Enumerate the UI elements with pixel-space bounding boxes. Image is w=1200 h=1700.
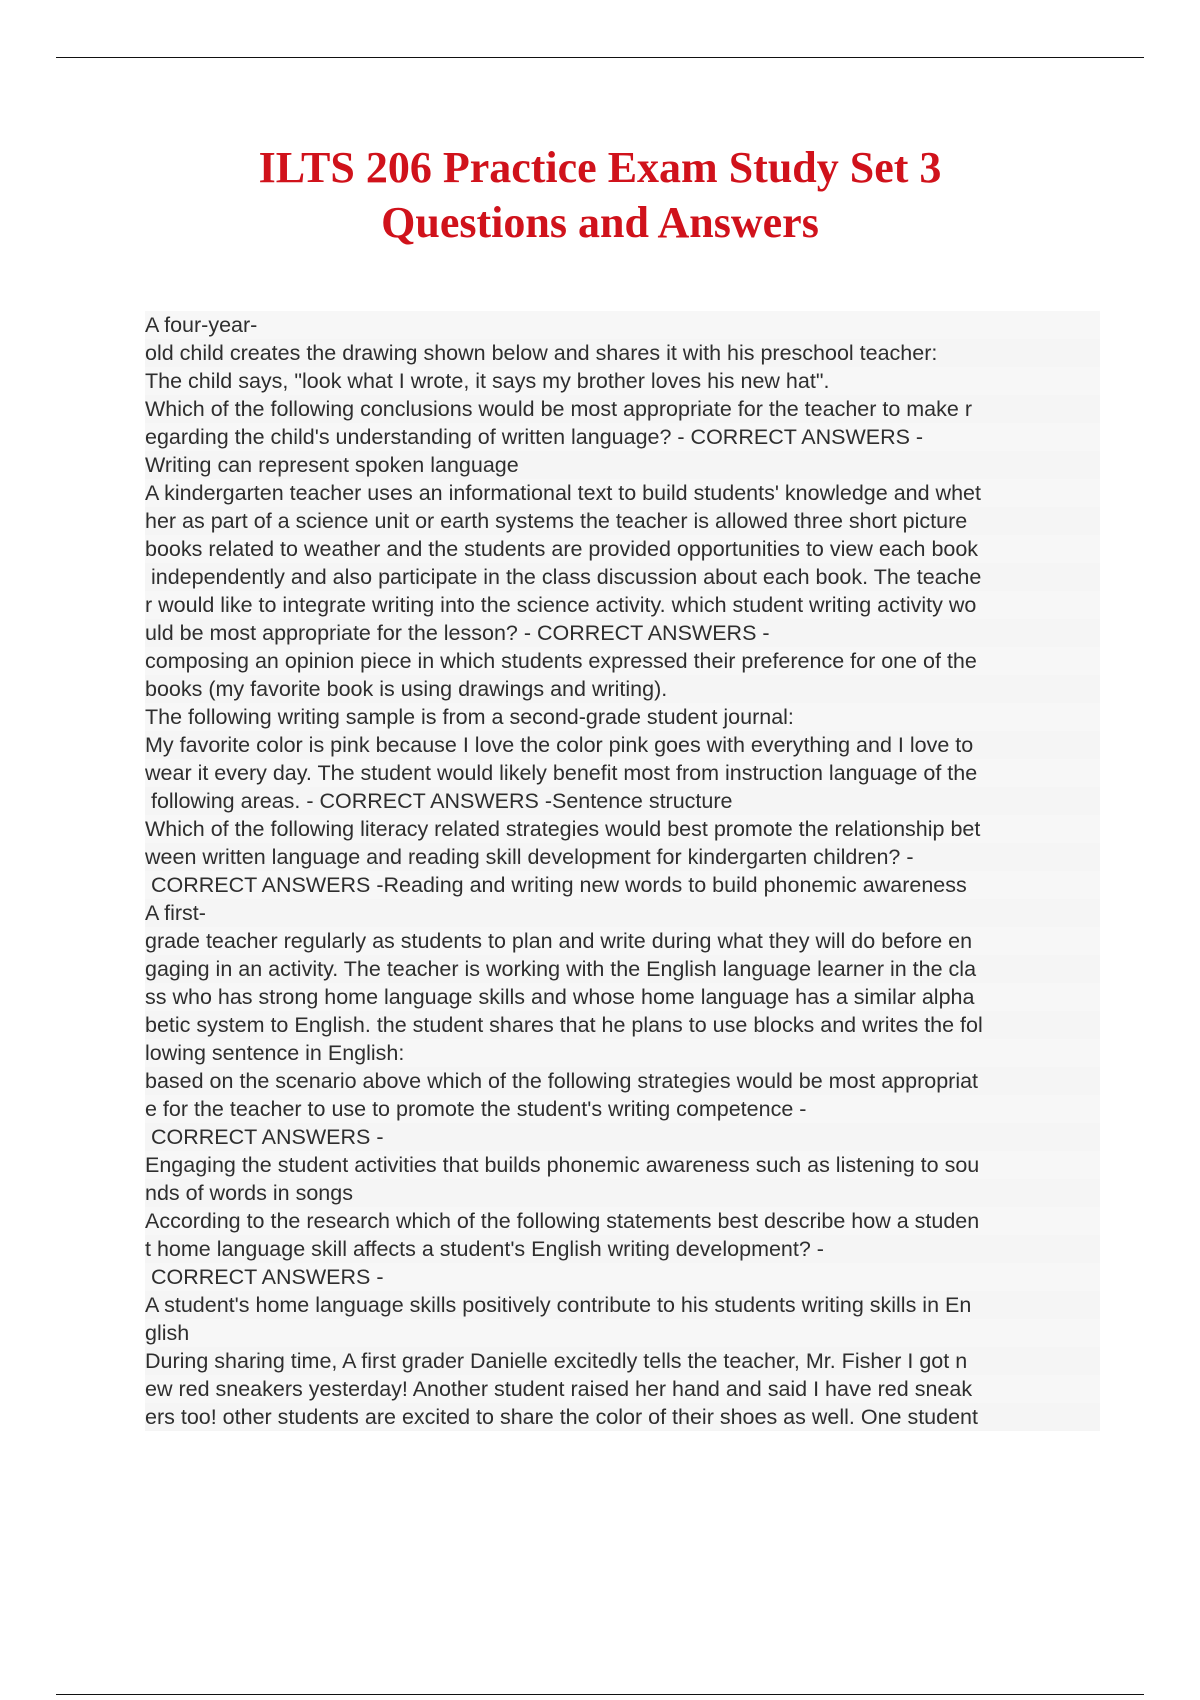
text-line: based on the scenario above which of the following strategies would be most appropriat xyxy=(145,1067,1100,1095)
text-line: composing an opinion piece in which students expressed their preference for one of the xyxy=(145,647,1100,675)
bottom-rule xyxy=(56,1694,1144,1695)
text-line: ers too! other students are excited to share the color of their shoes as well. One student xyxy=(145,1403,1100,1431)
text-line: A first- xyxy=(145,899,1100,927)
document-body xyxy=(145,311,1100,1431)
text-line: gaging in an activity. The teacher is working with the English language learner in the cla xyxy=(145,955,1100,983)
text-line: According to the research which of the following statements best describe how a studen xyxy=(145,1207,1100,1235)
text-line: books related to weather and the students are provided opportunities to view each book xyxy=(145,535,1100,563)
text-line: ween written language and reading skill development for kindergarten children? - xyxy=(145,843,1100,871)
text-line: books (my favorite book is using drawings and writing). xyxy=(145,675,1100,703)
text-line: old child creates the drawing shown below and shares it with his preschool teacher: xyxy=(145,339,1100,367)
text-line: The child says, "look what I wrote, it says my brother loves his new hat". xyxy=(145,367,1100,395)
text-line: lowing sentence in English: xyxy=(145,1039,1100,1067)
top-rule xyxy=(56,57,1144,58)
text-line: uld be most appropriate for the lesson? - CORRECT ANSWERS - xyxy=(145,619,1100,647)
text-line: CORRECT ANSWERS - xyxy=(145,1123,1100,1151)
text-line: During sharing time, A first grader Danielle excitedly tells the teacher, Mr. Fisher I got n xyxy=(145,1347,1100,1375)
text-line: her as part of a science unit or earth systems the teacher is allowed three short picture xyxy=(145,507,1100,535)
text-line: t home language skill affects a student's English writing development? - xyxy=(145,1235,1100,1263)
text-line: ew red sneakers yesterday! Another student raised her hand and said I have red sneak xyxy=(145,1375,1100,1403)
text-line: A four-year- xyxy=(145,311,1100,339)
text-line: e for the teacher to use to promote the student's writing competence - xyxy=(145,1095,1100,1123)
title-line-1: ILTS 206 Practice Exam Study Set 3 xyxy=(258,143,942,192)
text-line: ss who has strong home language skills and whose home language has a similar alpha xyxy=(145,983,1100,1011)
text-line: glish xyxy=(145,1319,1100,1347)
text-line: My favorite color is pink because I love the color pink goes with everything and I love to xyxy=(145,731,1100,759)
document-title xyxy=(100,140,1100,250)
text-line: Which of the following conclusions would be most appropriate for the teacher to make r xyxy=(145,395,1100,423)
text-line: Engaging the student activities that builds phonemic awareness such as listening to sou xyxy=(145,1151,1100,1179)
text-line: CORRECT ANSWERS - xyxy=(145,1263,1100,1291)
text-line: Writing can represent spoken language xyxy=(145,451,1100,479)
text-line: A student's home language skills positively contribute to his students writing skills in En xyxy=(145,1291,1100,1319)
text-line: Which of the following literacy related strategies would best promote the relationship bet xyxy=(145,815,1100,843)
text-line: The following writing sample is from a second-grade student journal: xyxy=(145,703,1100,731)
text-line: egarding the child's understanding of written language? - CORRECT ANSWERS - xyxy=(145,423,1100,451)
text-line: independently and also participate in the class discussion about each book. The teache xyxy=(145,563,1100,591)
text-line: grade teacher regularly as students to plan and write during what they will do before en xyxy=(145,927,1100,955)
text-line: betic system to English. the student shares that he plans to use blocks and writes the fol xyxy=(145,1011,1100,1039)
text-line: A kindergarten teacher uses an informational text to build students' knowledge and whet xyxy=(145,479,1100,507)
text-line: nds of words in songs xyxy=(145,1179,1100,1207)
title-line-2: Questions and Answers xyxy=(381,198,819,247)
text-line: wear it every day. The student would likely benefit most from instruction language of the xyxy=(145,759,1100,787)
text-line: CORRECT ANSWERS -Reading and writing new words to build phonemic awareness xyxy=(145,871,1100,899)
text-line: following areas. - CORRECT ANSWERS -Sentence structure xyxy=(145,787,1100,815)
text-line: r would like to integrate writing into the science activity. which student writing activity wo xyxy=(145,591,1100,619)
